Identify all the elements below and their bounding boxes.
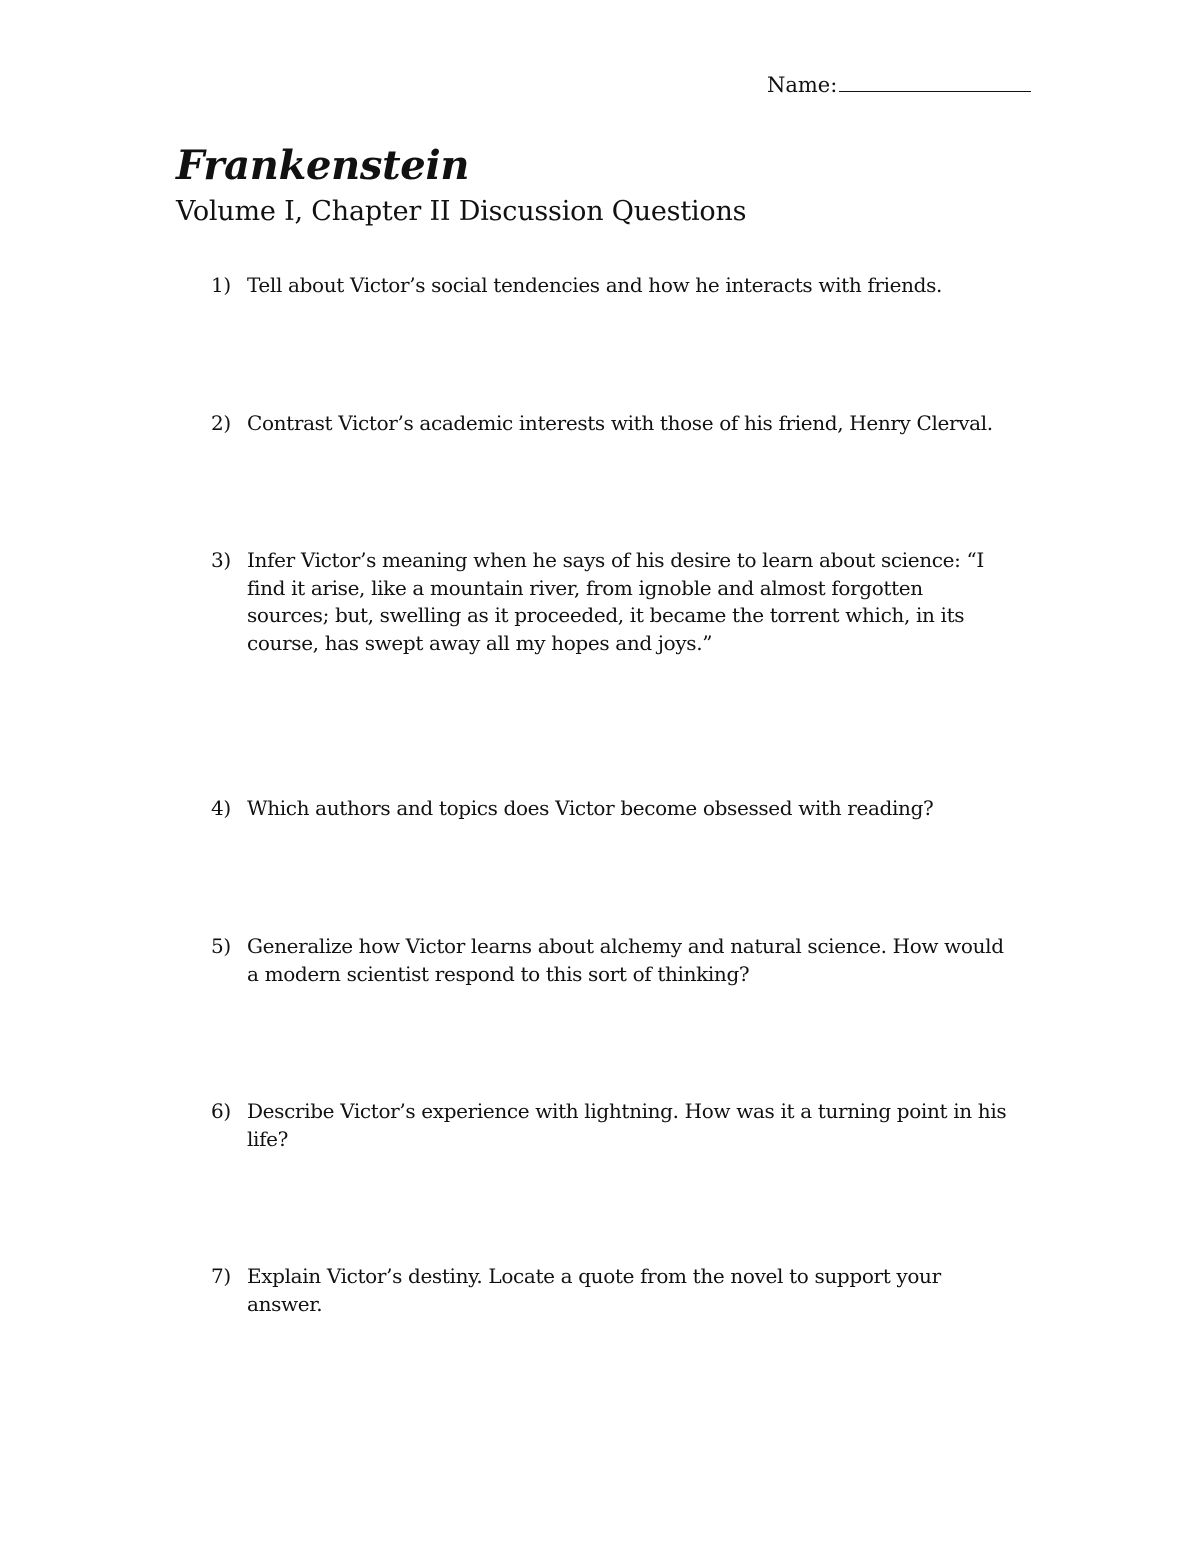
question-number: 2) [211, 411, 231, 435]
question-item [211, 272, 1041, 300]
document-title: Frankenstein [176, 142, 470, 189]
question-item [211, 1098, 1041, 1153]
question-text: Describe Victor’s experience with lightning. How was it a turning point in his life? [247, 1099, 1007, 1151]
question-number: 6) [211, 1099, 231, 1123]
question-text: Tell about Victor’s social tendencies and how he interacts with friends. [247, 273, 943, 297]
question-item [211, 933, 1041, 988]
question-text: Which authors and topics does Victor become obsessed with reading? [247, 796, 934, 820]
name-blank-line[interactable] [839, 77, 1031, 92]
question-number: 1) [211, 273, 231, 297]
question-number: 7) [211, 1264, 231, 1288]
name-label: Name: [767, 73, 838, 97]
question-item [211, 1263, 1041, 1318]
question-text: Contrast Victor’s academic interests with those of his friend, Henry Clerval. [247, 411, 993, 435]
question-number: 5) [211, 934, 231, 958]
question-item [211, 547, 1041, 657]
question-text: Explain Victor’s destiny. Locate a quote from the novel to support your answer. [247, 1264, 941, 1316]
name-field[interactable] [767, 73, 1031, 97]
question-number: 4) [211, 796, 231, 820]
question-item [211, 410, 1041, 438]
question-number: 3) [211, 548, 231, 572]
document-subtitle: Volume I, Chapter II Discussion Questions [176, 196, 747, 227]
question-text: Generalize how Victor learns about alchemy and natural science. How would a modern scientist respond to this sort of thinking? [247, 934, 1004, 986]
question-text: Infer Victor’s meaning when he says of his desire to learn about science: “I find it arise, like a mountain river, from ignoble and almost forgotten sources; but, swelling as it proceeded, it became the torrent which, in its course, has swept away all my hopes and joys.” [247, 548, 984, 655]
question-item [211, 795, 1041, 823]
